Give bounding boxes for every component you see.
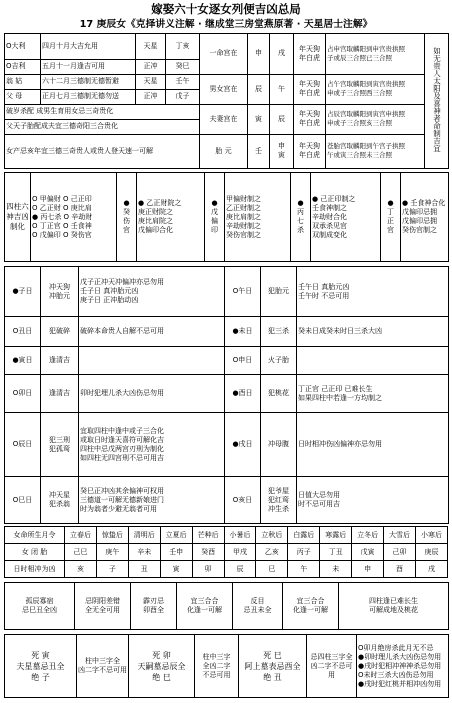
- six-god-col5-item: ● 壬食神合化: [402, 199, 446, 207]
- six-god-col4-head: ● 丙 七 杀: [291, 173, 311, 262]
- day-0-left: ●子日: [5, 267, 41, 317]
- left-lower-1: 父天子胎配成夫宜三德奇阳三合贵化: [5, 119, 200, 134]
- rb-1-y: 年天狗 年白虎: [294, 74, 326, 104]
- calendar-header-cell: 寒露后: [320, 527, 352, 544]
- day-0-left-detail: 戊子正冲天冲偏冲亦忌勿用 壬子日 真冲胎元凶 庚子日 正冲胎动凶: [79, 267, 225, 317]
- grave-cell: 死 寅 夫星墓忌丑全 绝 子: [5, 635, 77, 698]
- calendar-cell: 丑: [128, 561, 160, 578]
- day-4-left: O辰日: [5, 413, 41, 477]
- calendar-table: [4, 526, 448, 578]
- rb-2-z: 辰: [270, 104, 294, 134]
- six-god-col1-item: O 戊偏印 O 癸伤官: [32, 230, 92, 239]
- calendar-cell: 丙子: [288, 544, 320, 561]
- calendar-cell: 辛未: [128, 544, 160, 561]
- day-1-left: O丑日: [5, 317, 41, 347]
- rb-0-z: 戌: [270, 34, 294, 75]
- mid-row-1-a: 正冲: [136, 59, 166, 74]
- six-god-col1: [31, 173, 117, 262]
- palace-2-label: 男女宫在: [200, 74, 248, 104]
- rule-cell: 宜三合合 化逢一可解: [177, 583, 233, 630]
- mid-row-2-b: 壬午: [166, 74, 200, 89]
- grave-cell: 死 巳 阿上墓表忌酉全 绝 丑: [239, 635, 307, 698]
- rule-cell: 忌阴阳差错 全无全可用: [75, 583, 131, 630]
- notes-cell: [357, 635, 449, 698]
- six-god-col4: [311, 173, 381, 262]
- grave-note: 柱中三字 全凶二字 不忌可用: [195, 635, 239, 698]
- palace-2-zhi: 辰: [248, 74, 270, 104]
- day-3-left: O卯日: [5, 375, 41, 413]
- six-god-col1-item: O 乙正财 O 庚比肩: [32, 203, 92, 212]
- calendar-cell: 酉: [384, 561, 416, 578]
- day-4-right-detail: 日时相冲伤凶偏神亦忌勿用: [297, 413, 449, 477]
- calendar-row-2: [5, 561, 448, 578]
- rb-0-y: 年天狗 年白虎: [294, 34, 326, 75]
- calendar-header-cell: 立冬后: [352, 527, 384, 544]
- calendar-cell: 辰: [224, 561, 256, 578]
- day-2-left-detail: [79, 347, 225, 375]
- calendar-cell: 戊寅: [352, 544, 384, 561]
- day-4-right-note: 冲母腹: [261, 413, 297, 477]
- side-note-text: 如无贵人太阳及喜神者命制吉宜: [432, 47, 442, 152]
- left-lower-2: 女产忌亥年宜三德三奇贵人或贵人登天速一可解: [5, 134, 200, 168]
- six-god-col2: [137, 173, 205, 262]
- calendar-cell: 己卯: [384, 544, 416, 561]
- page-title: 嫁娶六十女逐女列便吉凶总局: [151, 2, 301, 16]
- calendar-cell: 庚辰: [415, 544, 447, 561]
- calendar-cell: 壬申: [160, 544, 192, 561]
- day-5-left: O巳日: [5, 477, 41, 524]
- day-4-right: ●戌日: [225, 413, 261, 477]
- calendar-cell: 戌: [415, 561, 447, 578]
- six-god-col5-item: 戊偏印忌拥: [402, 208, 437, 216]
- six-god-col3-item: 乙正财制之: [226, 203, 261, 212]
- rb-3-y: 年天狗 年白虎: [294, 134, 326, 168]
- day-1-right: ●未日: [225, 317, 261, 347]
- calendar-cell: 午: [288, 561, 320, 578]
- left-row-3-a: 父 母: [5, 89, 41, 104]
- bottom-row-1: [4, 582, 449, 630]
- day-4-left-note: 犯三刑 犯孤鸾: [41, 413, 79, 477]
- top-table: [4, 33, 449, 169]
- rb-3-z: 申 寅: [270, 134, 294, 168]
- six-god-col3-item: 癸伤官制之: [226, 230, 261, 239]
- left-row-2-a: 翁 姑: [5, 74, 41, 89]
- rb-0-t: 占申宫取麟阳到申宫贵拱照 子或辰三合照已三合照: [326, 34, 425, 75]
- mid-row-3-a: 正冲: [136, 89, 166, 104]
- day-2-left-note: 逢清吉: [41, 347, 79, 375]
- calendar-cell: 己巳: [65, 544, 97, 561]
- day-0-left-note: 冲天狗 冲胎元: [41, 267, 79, 317]
- calendar-cell: 女 闭 胎: [5, 544, 65, 561]
- rule-cell: 宜三合合 化逢一可解: [283, 583, 339, 630]
- calendar-header-cell: 立夏后: [160, 527, 192, 544]
- day-3-left-detail: 卯时犯埋儿杀大凶伤忌勿用: [79, 375, 225, 413]
- day-table: [4, 266, 449, 524]
- left-lower-0: 破岁杀配 成男生育用女忌三奇贵化: [5, 104, 200, 119]
- calendar-header-cell: 白露后: [288, 527, 320, 544]
- day-0-right-detail: 壬午日 真胎元凶 壬午时 不忌可用: [297, 267, 449, 317]
- palace-1-zhi: 申: [248, 34, 270, 75]
- page-subtitle: 17 庚辰女《克择讲义注解 · 继成堂三房堂燕原著 · 天星居士注解》: [79, 19, 373, 30]
- mid-row-0-b: 丁亥: [166, 34, 200, 60]
- grave-cell: 死 卯 天嗣墓忌辰全 绝 巳: [129, 635, 195, 698]
- day-2-right-detail: [297, 347, 449, 375]
- six-god-col1-item: ● 丙七杀 O 辛劫财: [32, 212, 93, 221]
- calendar-cell: 癸酉: [192, 544, 224, 561]
- grave-note: 柱中三字全 凶二字不忌可用: [77, 635, 129, 698]
- mid-row-0-a: 天星: [136, 34, 166, 60]
- calendar-cell: 寅: [160, 561, 192, 578]
- six-god-col5-item: 癸伤官制之: [402, 226, 437, 234]
- calendar-cell: 庚午: [96, 544, 128, 561]
- calendar-cell: 日时相冲为凶: [5, 561, 65, 578]
- grave-note: 忌四柱三字全 凶二字不忌可用: [307, 635, 357, 698]
- calendar-cell: 乙亥: [256, 544, 288, 561]
- six-god-label: 四柱六神吉凶制化: [5, 173, 31, 262]
- calendar-cell: 卯: [192, 561, 224, 578]
- calendar-header-cell: 小暑后: [224, 527, 256, 544]
- six-god-col3-item: 庚比肩制之: [226, 212, 261, 221]
- rb-3-t: 苍胎宫取麟阳到午宫子拱照 午或寅三合照未三合照: [326, 134, 425, 168]
- left-row-3-b: 正月七月三德制无德勿送: [41, 89, 136, 104]
- left-row-1-b: 五月十一月逢吉可用: [41, 59, 136, 74]
- six-god-col1-item: O 甲偏财 O 己正印: [32, 194, 92, 203]
- day-5-right-detail: 日值大忌勿用 时不忌可用吉: [297, 477, 449, 524]
- day-1-right-detail: 癸未日成癸未时日三杀大凶: [297, 317, 449, 347]
- six-god-col3-item: 甲偏财制之: [226, 194, 261, 203]
- left-row-0-b: 四月十月大吉允用: [41, 34, 136, 60]
- left-row-1-a: O吉利: [5, 59, 41, 74]
- left-row-2-b: 六十二月三德制无德暂避: [41, 74, 136, 89]
- day-2-right: O申日: [225, 347, 261, 375]
- day-1-right-note: 犯三杀: [261, 317, 297, 347]
- six-god-col3-item: 辛劫财制之: [226, 221, 261, 230]
- rb-2-t: 占辰宫取麟阳到寅宫申拱照 申或子三合照亥三合照: [326, 104, 425, 134]
- six-god-col5-item: 戊偏印忌拥: [402, 217, 437, 225]
- day-5-right-note: 犯爷屋 犯红鸾 冲生杀: [261, 477, 297, 524]
- rule-cell: 四柱逢已难长生 可解成地及桃花: [339, 583, 449, 630]
- calendar-cell: 未: [320, 561, 352, 578]
- mid-row-2-a: 天星: [136, 74, 166, 89]
- calendar-header-cell: 清明后: [128, 527, 160, 544]
- calendar-row-1: [5, 544, 448, 561]
- rule-cell: 孤辰寡宿 忌巳丑全凶: [5, 583, 75, 630]
- rule-cell: 霹刃忌 卯酉全: [131, 583, 177, 630]
- six-god-col2-item: 戊偏印合化: [138, 226, 173, 234]
- rule-cell: 反目 忌丑未全: [233, 583, 283, 630]
- note-line: O卯月绝房杀此月无不忌: [358, 643, 434, 652]
- note-line: ●戌时犯红桃并相冲凶勿用: [358, 679, 442, 688]
- palace-4-label: 胎 元: [200, 134, 248, 168]
- day-0-right: O午日: [225, 267, 261, 317]
- note-line: ●卯时理儿杀大凶伤忌勿用: [358, 652, 442, 661]
- rb-1-t: 占午宫取麟阳到寅宫贵拱照 申或子三合照西三合照: [326, 74, 425, 104]
- day-3-right-note: 犯桃花: [261, 375, 297, 413]
- day-2-right-note: 火子胎: [261, 347, 297, 375]
- day-1-left-note: 犯破碎: [41, 317, 79, 347]
- calendar-header-cell: 大雪后: [384, 527, 416, 544]
- left-row-0-a: O大利: [5, 34, 41, 60]
- mid-row-3-b: 戊子: [166, 89, 200, 104]
- day-4-left-detail: 宜取四柱中逢中或子三合化 或取日时逢天喜符可解化吉 四柱中忌戊两宫刃刑为制化 如四柱无四宫刑不忌可用吉: [79, 413, 225, 477]
- calendar-cell: 丁丑: [320, 544, 352, 561]
- calendar-header-cell: 芒种后: [192, 527, 224, 544]
- palace-4-zhi: 壬: [248, 134, 270, 168]
- day-5-left-note: 冲天星 犯杀翁: [41, 477, 79, 524]
- six-god-col2-item: 庚比肩院之: [138, 217, 173, 225]
- bottom-row-2: [4, 634, 449, 698]
- six-god-col4-item: 壬食神制之: [312, 203, 347, 212]
- six-god-col4-item: 双承杀见官: [312, 221, 347, 230]
- day-5-right: O亥日: [225, 477, 261, 524]
- day-3-right-detail: 丁正官 己正印 已难长生 如果四柱中若逢一方均制之: [297, 375, 449, 413]
- calendar-header-cell: 惊蛰后: [96, 527, 128, 544]
- palace-1-label: 一命宫在: [200, 34, 248, 75]
- rb-1-z: 午: [270, 74, 294, 104]
- six-god-col2-item: ● 乙正财院之: [138, 199, 182, 207]
- calendar-header-cell: 小寒后: [415, 527, 447, 544]
- six-god-col5: [401, 173, 449, 262]
- calendar-cell: 巳: [256, 561, 288, 578]
- day-1-left-detail: 破碎本命贵人自解不忌可用: [79, 317, 225, 347]
- calendar-cell: 亥: [65, 561, 97, 578]
- day-3-left-note: 逢清吉: [41, 375, 79, 413]
- six-god-col3: [225, 173, 291, 262]
- calendar-cell: 申: [352, 561, 384, 578]
- side-note: [425, 34, 449, 169]
- rb-2-y: 年天狗 年白虎: [294, 104, 326, 134]
- mid-row-1-b: 癸巳: [166, 59, 200, 74]
- palace-3-label: 夫妻宫在: [200, 104, 248, 134]
- calendar-cell: 甲戌: [224, 544, 256, 561]
- six-god-col4-item: 辛劫财合化: [312, 212, 347, 221]
- calendar-header-cell: 女命所生月令: [5, 527, 65, 544]
- six-god-table: [4, 172, 449, 262]
- day-0-right-note: 犯胎元: [261, 267, 297, 317]
- six-god-col1-item: O 丁正官 O 壬食神: [32, 221, 92, 230]
- six-god-col4-item: 双制成变化: [312, 230, 347, 239]
- day-2-left: ●寅日: [5, 347, 41, 375]
- calendar-header-cell: 立春后: [65, 527, 97, 544]
- six-god-col2-item: 庚正财院之: [138, 208, 173, 216]
- note-line: O未时三杀大凶伤忌勿用: [358, 670, 434, 679]
- day-5-left-detail: 癸巳正冲凶其余偏神可权用 三德道一可解无德新娘进门 时为翁者少避无翁者可用: [79, 477, 225, 524]
- six-god-col4-item: ● 己正印制之: [312, 194, 356, 203]
- calendar-cell: 子: [96, 561, 128, 578]
- six-god-col2-head: ● 癸 伤 官: [117, 173, 137, 262]
- calendar-header-cell: 立秋后: [256, 527, 288, 544]
- six-god-col5-head: ● 丁 正 官: [381, 173, 401, 262]
- six-god-col3-head: ● 戊 偏 印: [205, 173, 225, 262]
- note-line: ●戌时犯相冲神神杀忌勿用: [358, 661, 442, 670]
- day-3-right: ●酉日: [225, 375, 261, 413]
- palace-3-zhi: 寅: [248, 104, 270, 134]
- calendar-header-row: [5, 527, 448, 544]
